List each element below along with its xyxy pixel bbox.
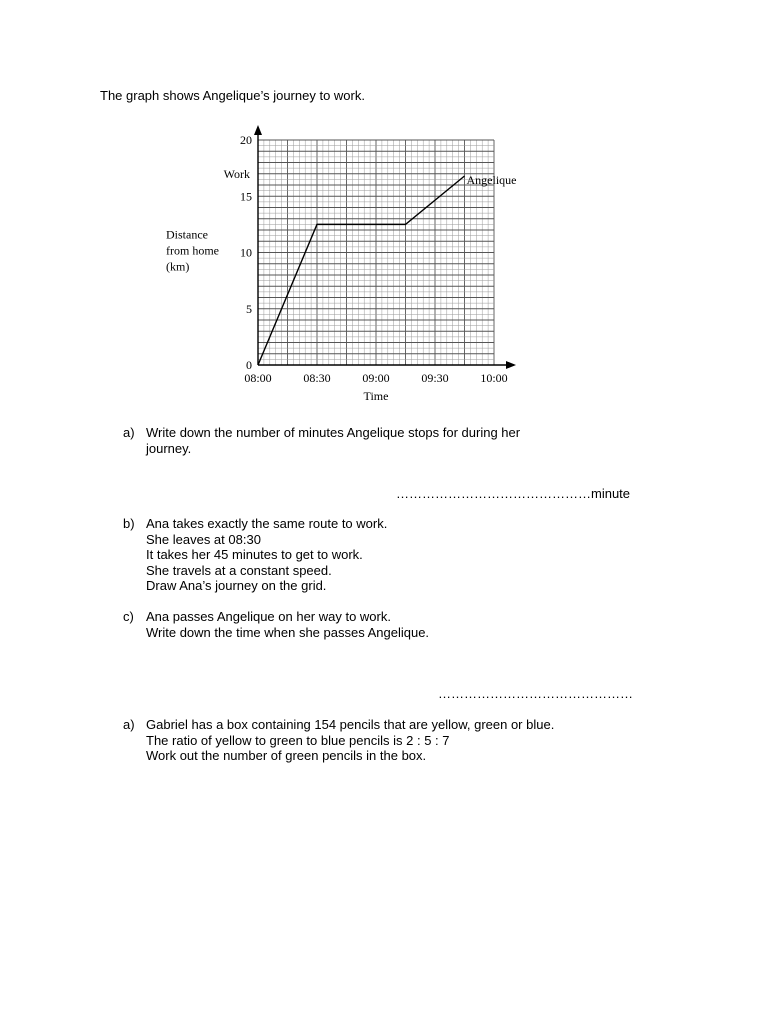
- x-tick-label: 09:30: [421, 371, 449, 385]
- question-text-line: She travels at a constant speed.: [146, 562, 332, 578]
- question-text-line: Draw Ana’s journey on the grid.: [146, 578, 327, 594]
- question-c: [123, 609, 606, 640]
- question-text-line: Write down the number of minutes Angelique stops for during her: [146, 425, 521, 440]
- y-axis-label: Distance: [166, 227, 208, 242]
- y-tick-label: 15: [240, 189, 252, 204]
- y-tick-label: 20: [240, 133, 252, 147]
- y-axis-arrow: [254, 125, 262, 135]
- y-axis-label: (km): [166, 259, 190, 274]
- question-text-line: The ratio of yellow to green to blue pencils is 2 : 5 : 7: [146, 732, 450, 748]
- question-letter: c): [123, 609, 134, 624]
- question-text-line: It takes her 45 minutes to get to work.: [146, 547, 363, 563]
- question-text-line: journey.: [146, 440, 192, 456]
- question-text-line: She leaves at 08:30: [146, 531, 261, 547]
- intro-text: The graph shows Angelique’s journey to work.: [100, 88, 365, 103]
- y-tick-label: 10: [240, 245, 252, 260]
- x-tick-label: 08:30: [303, 371, 331, 385]
- question-text-line: Ana passes Angelique on her way to work.: [146, 609, 391, 624]
- question-letter: a): [123, 425, 135, 440]
- x-tick-label: 08:00: [244, 371, 272, 385]
- x-axis-arrow: [506, 361, 516, 369]
- x-tick-label: 10:00: [480, 371, 508, 385]
- question-text-line: Work out the number of green pencils in the box.: [146, 748, 427, 764]
- answer-line-minutes[interactable]: ………………………………………minute: [396, 486, 631, 501]
- chart-svg: [158, 118, 528, 410]
- question-a2: [123, 717, 606, 764]
- y-tick-label: 5: [246, 301, 252, 316]
- series-label-angelique: Angelique: [466, 173, 517, 187]
- question-letter: b): [123, 516, 135, 531]
- question-b: [123, 516, 606, 594]
- question-text-line: Write down the time when she passes Angelique.: [146, 624, 430, 640]
- work-label: Work: [223, 166, 250, 181]
- answer-line-time[interactable]: ………………………………………: [438, 686, 633, 701]
- y-tick-label: 0: [246, 358, 252, 372]
- y-axis-label: from home: [166, 243, 219, 258]
- question-letter: a): [123, 717, 135, 732]
- question-text-line: Gabriel has a box containing 154 pencils that are yellow, green or blue.: [146, 717, 555, 732]
- x-tick-label: 09:00: [362, 371, 390, 385]
- x-axis-label: Time: [363, 389, 389, 403]
- question-a1: [123, 425, 606, 456]
- distance-time-graph: [158, 118, 528, 410]
- question-text-line: Ana takes exactly the same route to work.: [146, 516, 388, 531]
